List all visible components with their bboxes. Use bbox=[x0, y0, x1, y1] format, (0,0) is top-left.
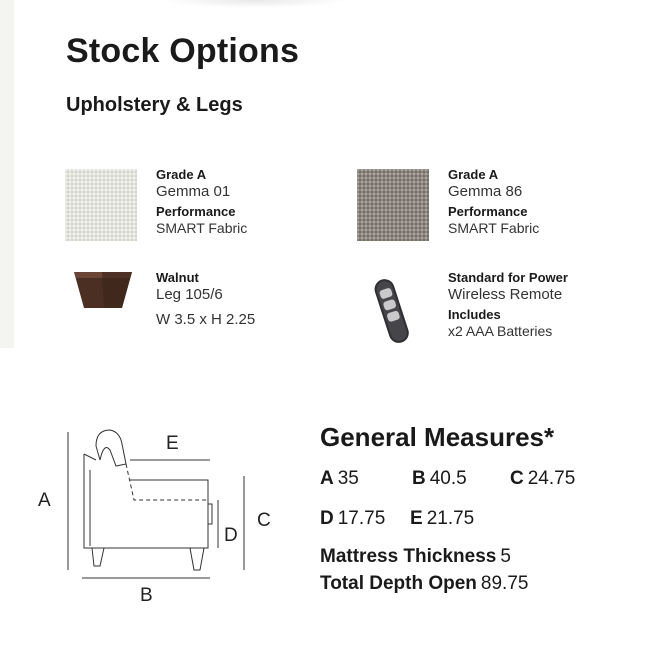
diagram-label-c: C bbox=[257, 510, 271, 531]
page-title: Stock Options bbox=[66, 32, 300, 70]
measure-value: 17.75 bbox=[337, 508, 386, 529]
measure-label: D bbox=[320, 508, 334, 529]
option-remote-header: Standard for Power bbox=[448, 270, 568, 285]
remote-control-icon bbox=[370, 276, 414, 348]
diagram-label-b: B bbox=[140, 585, 153, 606]
measure-value: 40.5 bbox=[429, 468, 467, 489]
measure-mattress bbox=[320, 546, 511, 568]
option-fabric-name: Gemma 01 bbox=[156, 183, 231, 200]
measure-label: Total Depth Open bbox=[320, 573, 477, 594]
option-performance: Performance bbox=[448, 204, 528, 219]
diagram-label-a: A bbox=[38, 490, 51, 511]
measure-value: 5 bbox=[500, 546, 511, 567]
option-grade: Grade A bbox=[448, 167, 499, 182]
option-remote bbox=[448, 271, 568, 344]
measure-value: 35 bbox=[337, 468, 359, 489]
option-performance: Performance bbox=[156, 204, 236, 219]
option-fabric-1 bbox=[156, 168, 247, 241]
fabric-swatch-gray-icon bbox=[357, 169, 429, 241]
option-fabric-type: SMART Fabric bbox=[156, 220, 248, 236]
measure-value: 89.75 bbox=[480, 573, 529, 594]
section-subtitle: Upholstery & Legs bbox=[66, 94, 243, 116]
option-grade: Grade A bbox=[156, 167, 207, 182]
diagram-label-d: D bbox=[224, 525, 238, 546]
option-fabric-type: SMART Fabric bbox=[448, 220, 540, 236]
option-remote-name: Wireless Remote bbox=[448, 286, 563, 303]
option-batteries: x2 AAA Batteries bbox=[448, 323, 553, 339]
measure-e bbox=[410, 508, 474, 530]
measures-title: General Measures* bbox=[320, 422, 555, 452]
measure-label: Mattress Thickness bbox=[320, 546, 497, 567]
option-leg-model: Leg 105/6 bbox=[156, 286, 223, 303]
measure-a bbox=[320, 468, 359, 490]
measure-c bbox=[510, 468, 575, 490]
measure-label: C bbox=[510, 468, 524, 489]
measure-depth bbox=[320, 573, 528, 595]
walnut-leg-icon bbox=[72, 270, 134, 312]
measure-label: E bbox=[410, 508, 423, 529]
measure-label: A bbox=[320, 468, 334, 489]
diagram-label-e: E bbox=[166, 433, 179, 454]
option-leg-finish: Walnut bbox=[156, 270, 199, 285]
background-strip bbox=[0, 0, 14, 348]
option-leg bbox=[156, 271, 255, 333]
option-leg-size: W 3.5 x H 2.25 bbox=[156, 311, 256, 328]
measure-b bbox=[412, 468, 467, 490]
measure-value: 21.75 bbox=[426, 508, 475, 529]
option-fabric-name: Gemma 86 bbox=[448, 183, 523, 200]
measure-label: B bbox=[412, 468, 426, 489]
fabric-swatch-light-icon bbox=[65, 169, 137, 241]
measure-value: 24.75 bbox=[527, 468, 576, 489]
measure-d bbox=[320, 508, 385, 530]
option-fabric-2 bbox=[448, 168, 539, 241]
top-shadow bbox=[160, 0, 350, 8]
option-includes: Includes bbox=[448, 307, 501, 322]
